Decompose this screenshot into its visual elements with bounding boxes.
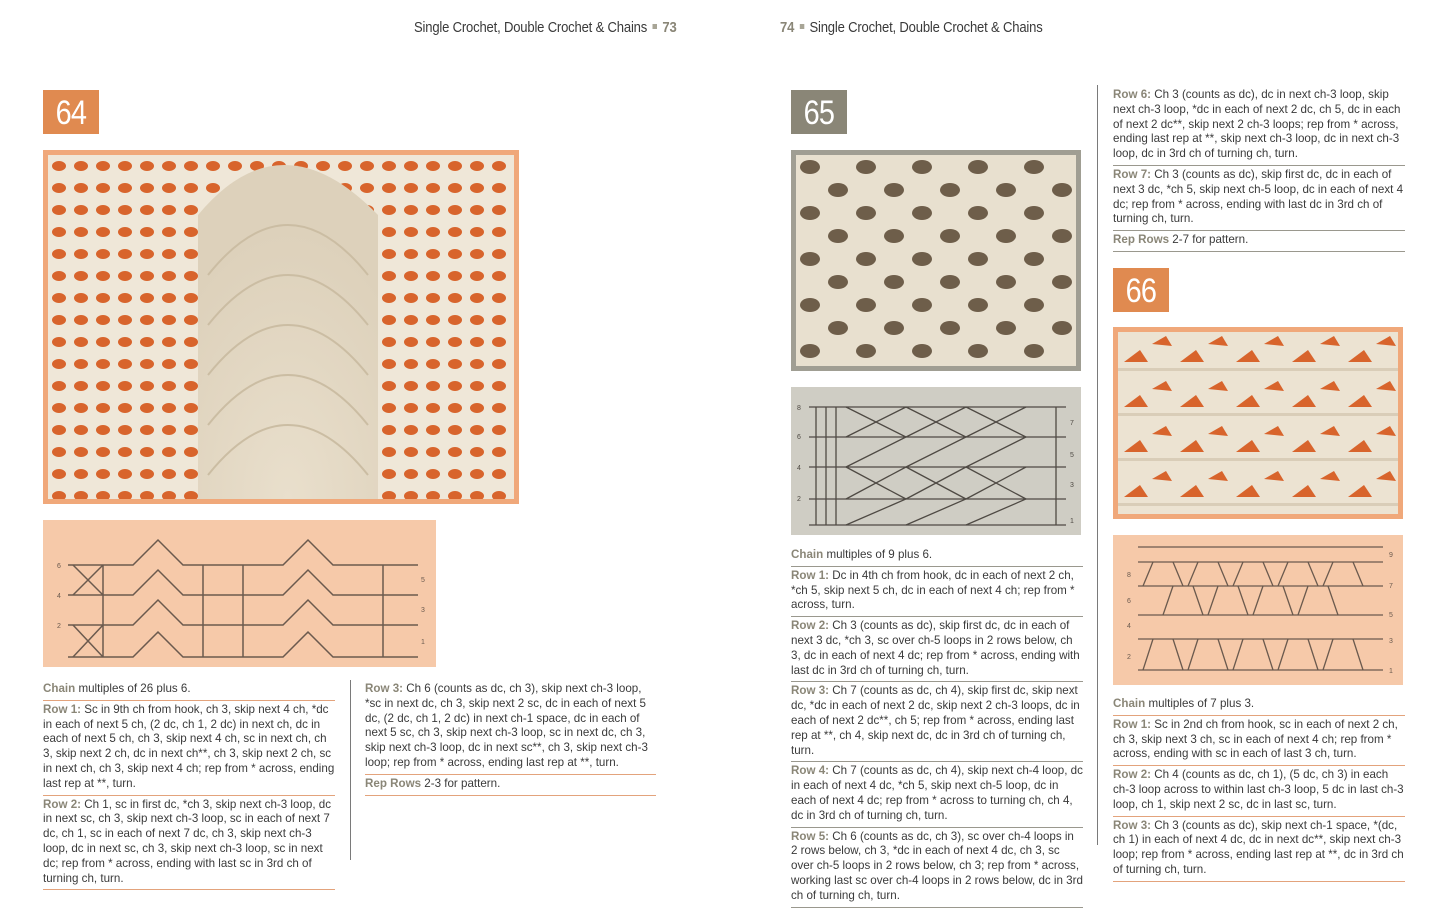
- instructions-64-col2: [365, 680, 656, 796]
- svg-text:3: 3: [1070, 482, 1074, 489]
- instruction-chain: Chain multiples of 9 plus 6.: [791, 546, 1083, 567]
- running-head-right: [780, 20, 1043, 36]
- column-divider: [1097, 85, 1098, 845]
- svg-text:4: 4: [57, 593, 61, 600]
- svg-text:7: 7: [1070, 420, 1074, 427]
- stitch-chart-66: [1113, 535, 1403, 685]
- stitch-diagram-icon: [43, 520, 436, 667]
- svg-text:8: 8: [1127, 572, 1131, 579]
- svg-text:3: 3: [1389, 638, 1393, 645]
- stitch-chart-64: [43, 520, 436, 667]
- instructions-64-col1: [43, 680, 335, 890]
- stitch-diagram-icon: [1113, 535, 1403, 685]
- instruction-row-2: Row 2: Ch 3 (counts as dc), skip first dc, dc in each of next 3 dc, *ch 3, sc over ch-5 loops in 2 rows below, ch 3, dc in each of next 4 dc; rep from * across, ending with last dc in 3rd ch of turning ch, turn.: [791, 617, 1083, 682]
- svg-text:2: 2: [1127, 654, 1131, 661]
- stitch-chart-65: [791, 387, 1081, 535]
- instruction-row-5: Row 5: Ch 6 (counts as dc, ch 3), sc over ch-4 loops in 2 rows below, ch 3, *dc in each of next 4 dc, ch 3, sc over ch-5 loops in 2 rows below, ch 3; rep from * across, working last sc over ch-4 loops in 2 rows below, dc in 3rd ch of turning ch, turn.: [791, 828, 1083, 908]
- instruction-row-3: Row 3: Ch 7 (counts as dc, ch 4), skip first dc, skip next dc, *dc in each of next 2 dc, skip next 2 ch-3 loops, dc in each of next 2 dc**, ch 5; rep from * across, ending last rep at **, ch 4, skip next dc, dc in 3rd ch of turning ch, turn.: [791, 682, 1083, 762]
- pattern-number-badge: 65: [791, 90, 847, 134]
- square-bullet-icon: [652, 24, 657, 29]
- instruction-row-1: Row 1: Sc in 2nd ch from hook, sc in each of next 2 ch, ch 3, skip next 3 ch, sc in each of next 4 ch; rep from * across, ending with sc in each of last 3 ch, turn.: [1113, 716, 1405, 766]
- svg-text:6: 6: [797, 434, 801, 441]
- svg-text:1: 1: [1070, 518, 1074, 525]
- svg-text:4: 4: [1127, 623, 1131, 630]
- instructions-66: [1113, 695, 1405, 882]
- svg-text:5: 5: [1070, 452, 1074, 459]
- instruction-row-3: Row 3: Ch 6 (counts as dc, ch 3), skip next ch-3 loop, *sc in next dc, ch 3, skip next 2 sc, dc in each of next 5 dc, (2 dc, ch 1, 2 dc) in next ch-1 space, dc in each of next 5 sc, ch 3, skip next ch-3 loop, sc in next dc, ch 3, skip next ch-3 loop, dc in next sc**, ch 3, skip next ch-3 loop; rep from * across, ending last rep at **, turn.: [365, 680, 656, 775]
- page-number: 74: [780, 20, 795, 36]
- square-bullet-icon: [800, 24, 805, 29]
- svg-text:2: 2: [797, 496, 801, 503]
- lace-photo-icon: [796, 155, 1076, 366]
- instruction-row-3: Row 3: Ch 3 (counts as dc), skip next ch-1 space, *(dc, ch 1) in each of next 4 dc, dc in next dc**, skip next ch-3 loop; rep from * across, ending last rep at **, dc in 3rd ch of turning ch, turn.: [1113, 817, 1405, 882]
- lace-photo-icon: [48, 155, 514, 499]
- instruction-row-2: Row 2: Ch 1, sc in first dc, *ch 3, skip next ch-3 loop, dc in next sc, ch 3, skip next ch-3 loop, sc in each of next 7 dc, ch 1, sc in each of next 7 dc, ch 3, skip next ch-3 loop, dc in next sc, ch 3, skip next ch-3 loop, sc in next dc; rep from * across, ending with last sc in 3rd ch of turning ch, turn.: [43, 796, 335, 891]
- instructions-65-col1: [791, 546, 1083, 908]
- instruction-chain: Chain multiples of 7 plus 3.: [1113, 695, 1405, 716]
- swatch-photo-66: [1113, 327, 1403, 519]
- instruction-row-6: Row 6: Ch 3 (counts as dc), dc in next ch-3 loop, skip next ch-3 loop, *dc in each of next 2 dc, ch 5, dc in each of next 2 dc**, skip next 2 ch-3 loops; rep from * across, ending last rep at **, skip next ch-3 loop, dc in next ch-3 loop, dc in 3rd ch of turning ch, turn.: [1113, 86, 1405, 166]
- instruction-row-4: Row 4: Ch 7 (counts as dc, ch 4), skip next ch-4 loop, dc in each of next 4 dc, *ch 5, skip next ch-5 loop, dc in each of next 4 dc; rep from * across to turning ch, ch 4, dc in 3rd ch of turning ch, turn.: [791, 762, 1083, 827]
- svg-text:6: 6: [1127, 598, 1131, 605]
- pattern-number-badge: 64: [43, 90, 99, 134]
- running-head-title: Single Crochet, Double Crochet & Chains: [809, 20, 1043, 36]
- svg-text:1: 1: [421, 639, 425, 646]
- swatch-photo-64: [43, 150, 519, 504]
- lace-photo-icon: [1118, 332, 1398, 514]
- pattern-number-badge: 66: [1113, 268, 1169, 312]
- stitch-diagram-icon: [791, 387, 1081, 535]
- page-number: 73: [662, 20, 677, 36]
- svg-text:5: 5: [421, 577, 425, 584]
- svg-text:6: 6: [57, 563, 61, 570]
- swatch-photo-65: [791, 150, 1081, 371]
- svg-text:3: 3: [421, 607, 425, 614]
- instruction-row-1: Row 1: Sc in 9th ch from hook, ch 3, skip next 4 ch, *dc in each of next 5 ch, (2 dc, ch 1, 2 dc) in next ch, dc in each of next 5 ch, ch 3, skip next 4 ch, sc in next ch, ch 3, skip next 2 ch, dc in next ch**, ch 3, skip next 2 ch, sc in next ch, ch 3, skip next 4 ch; rep from * across, ending last rep at **, turn.: [43, 701, 335, 796]
- instruction-repeat: Rep Rows 2-3 for pattern.: [365, 775, 656, 796]
- instruction-repeat: Rep Rows 2-7 for pattern.: [1113, 231, 1405, 252]
- svg-text:9: 9: [1389, 552, 1393, 559]
- running-head-title: Single Crochet, Double Crochet & Chains: [414, 20, 648, 36]
- svg-text:5: 5: [1389, 612, 1393, 619]
- svg-text:4: 4: [797, 465, 801, 472]
- instruction-chain: Chain multiples of 26 plus 6.: [43, 680, 335, 701]
- svg-text:8: 8: [797, 405, 801, 412]
- svg-text:1: 1: [1389, 668, 1393, 675]
- instructions-65-col2: [1113, 86, 1405, 252]
- svg-text:7: 7: [1389, 583, 1393, 590]
- running-head-left: [414, 20, 677, 36]
- column-divider: [350, 680, 351, 860]
- instruction-row-7: Row 7: Ch 3 (counts as dc), skip first dc, dc in each of next 3 dc, *ch 5, skip next ch-5 loop, dc in each of next 4 dc; rep from * across, ending with last dc in 3rd ch of turning ch, turn.: [1113, 166, 1405, 231]
- instruction-row-2: Row 2: Ch 4 (counts as dc, ch 1), (5 dc, ch 3) in each ch-3 loop across to within last ch-3 loop, 5 dc in last ch-3 loop, ch 1, skip next 2 sc, dc in last sc, turn.: [1113, 766, 1405, 816]
- svg-text:2: 2: [57, 623, 61, 630]
- instruction-row-1: Row 1: Dc in 4th ch from hook, dc in each of next 2 ch, *ch 5, skip next 5 ch, dc in each of next 4 ch; rep from * across, turn.: [791, 567, 1083, 617]
